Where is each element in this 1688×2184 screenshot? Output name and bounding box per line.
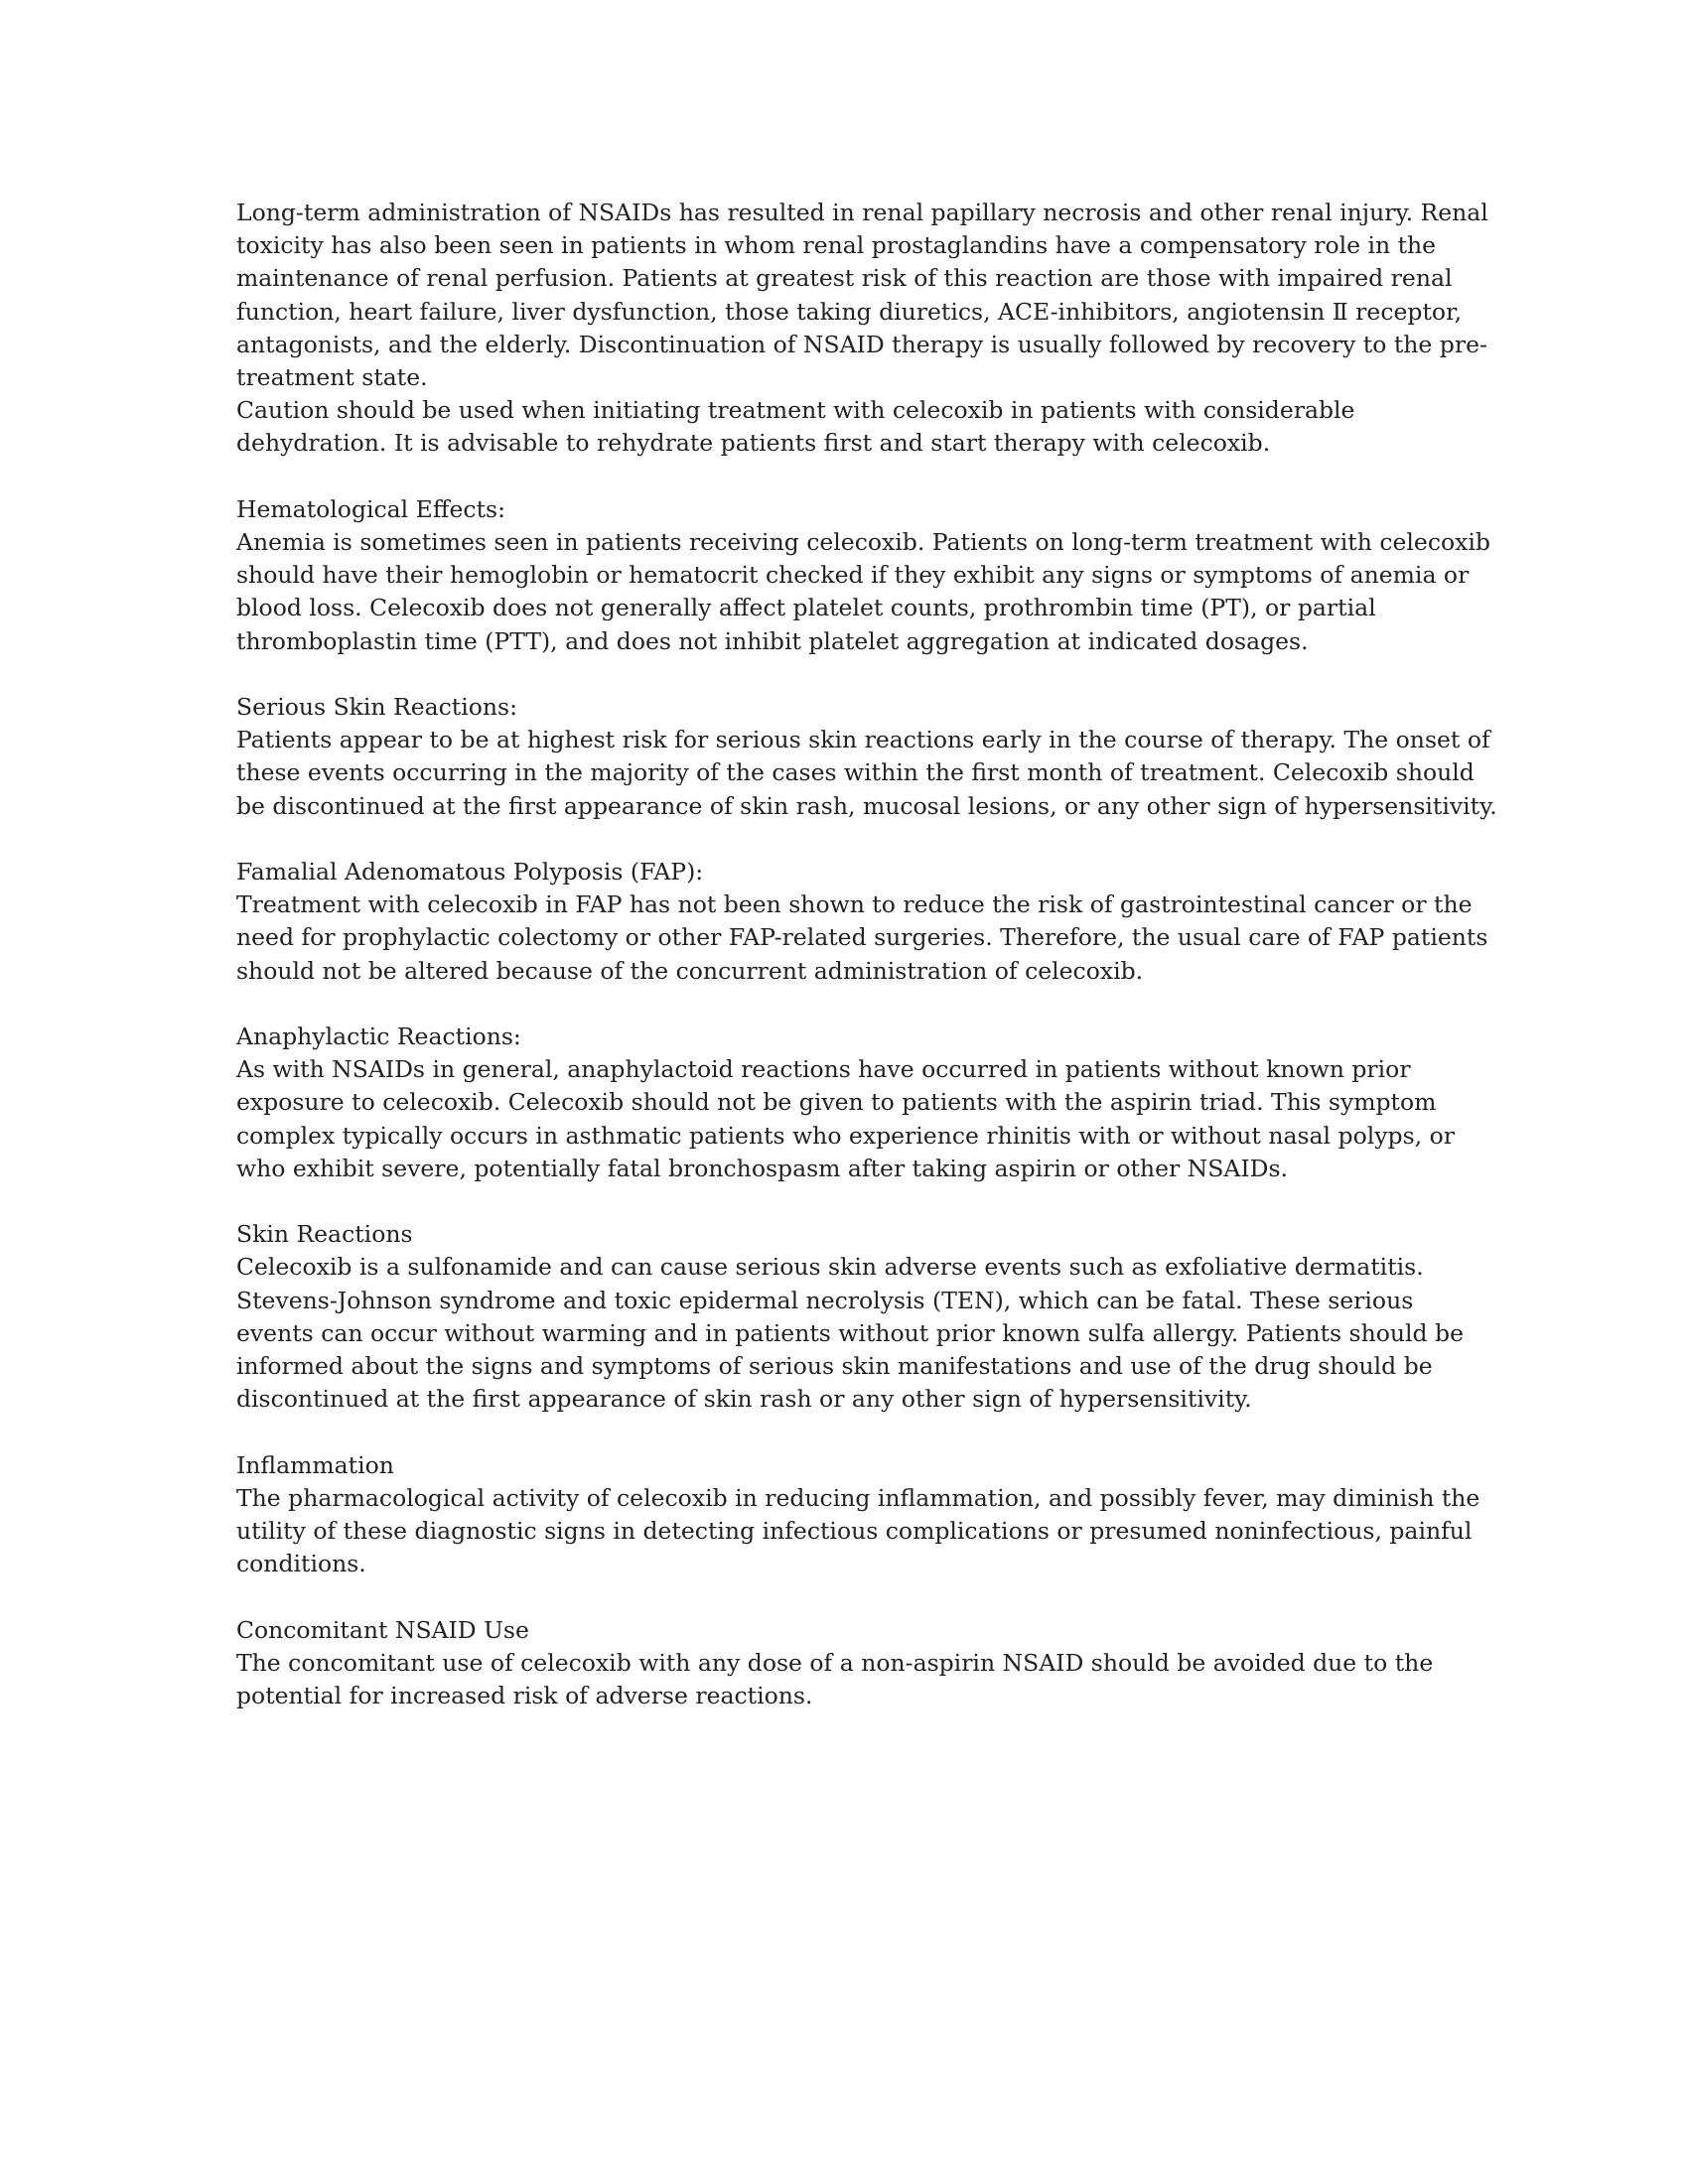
section-fap [236, 856, 1497, 988]
section-heading: Anaphylactic Reactions: [236, 1023, 521, 1051]
section-body: Anemia is sometimes seen in patients receiving celecoxib. Patients on long-term treatment with celecoxib should have their hemoglobin or hematocrit checked if they exhibit any signs or symptoms of anemia or blood loss. Celecoxib does not generally affect platelet counts, prothrombin time (PT), or partial thromboplastin time (PTT), and does not inhibit platelet aggregation at indicated dosages. [236, 528, 1490, 655]
intro-paragraph-renal: Long-term administration of NSAIDs has resulted in renal papillary necrosis and other renal injury. Renal toxicity has also been seen in patients in whom renal prostaglandins have a compensatory role in the maintenance of renal perfusion. Patients at greatest risk of this reaction are those with impaired renal function, heart failure, liver dysfunction, those taking diuretics, ACE-inhibitors, angiotensin Ⅱ receptor, antagonists, and the elderly. Discontinuation of NSAID therapy is usually followed by recovery to the pre-treatment state. [236, 199, 1488, 392]
section-hematological [236, 493, 1497, 658]
section-heading: Famalial Adenomatous Polyposis (FAP): [236, 858, 704, 887]
section-heading: Inflammation [236, 1450, 394, 1479]
section-heading: Skin Reactions [236, 1220, 413, 1249]
section-body: Celecoxib is a sulfonamide and can cause serious skin adverse events such as exfoliative dermatitis. Stevens-Johnson syndrome and toxic epidermal necrolysis (TEN), which can be fatal. These serious events can occur without warming and in patients without prior known sulfa allergy. Patients should be informed about the signs and symptoms of serious skin manifestations and use of the drug should be discontinued at the first appearance of skin rash or any other sign of hypersensitivity. [236, 1253, 1465, 1414]
section-inflammation [236, 1449, 1497, 1581]
section-serious-skin-reactions [236, 691, 1497, 823]
section-heading: Concomitant NSAID Use [236, 1615, 529, 1644]
section-body: As with NSAIDs in general, anaphylactoid reactions have occurred in patients without known prior exposure to celecoxib. Celecoxib should not be given to patients with the aspirin triad. This symptom complex typically occurs in asthmatic patients who experience rhinitis with or without nasal polyps, or who exhibit severe, potentially fatal bronchospasm after taking aspirin or other NSAIDs. [236, 1055, 1455, 1182]
section-body: The concomitant use of celecoxib with any dose of a non-aspirin NSAID should be avoided due to the potential for increased risk of adverse reactions. [236, 1648, 1434, 1710]
section-body: The pharmacological activity of celecoxib in reducing inflammation, and possibly fever, may diminish the utility of these diagnostic signs in detecting infectious complications or presumed noninfectious, painful conditions. [236, 1483, 1480, 1578]
section-heading: Hematological Effects: [236, 494, 506, 523]
section-anaphylactic-reactions [236, 1021, 1497, 1185]
section-body: Treatment with celecoxib in FAP has not been shown to reduce the risk of gastrointestinal cancer or the need for prophylactic colectomy or other FAP-related surgeries. Therefore, the usual care of FAP patients should not be altered because of the concurrent administration of celecoxib. [236, 890, 1488, 985]
document-page [236, 197, 1497, 1745]
intro-block [236, 197, 1497, 461]
intro-paragraph-dehydration: Caution should be used when initiating treatment with celecoxib in patients with considerable dehydration. It is advisable to rehydrate patients first and start therapy with celecoxib. [236, 396, 1355, 458]
section-skin-reactions [236, 1218, 1497, 1416]
section-body: Patients appear to be at highest risk for serious skin reactions early in the course of therapy. The onset of these events occurring in the majority of the cases within the first month of treatment. Celecoxib should be discontinued at the first appearance of skin rash, mucosal lesions, or any other sign of hypersensitivity. [236, 726, 1497, 820]
section-concomitant-nsaid-use [236, 1614, 1497, 1713]
section-heading: Serious Skin Reactions: [236, 693, 518, 722]
